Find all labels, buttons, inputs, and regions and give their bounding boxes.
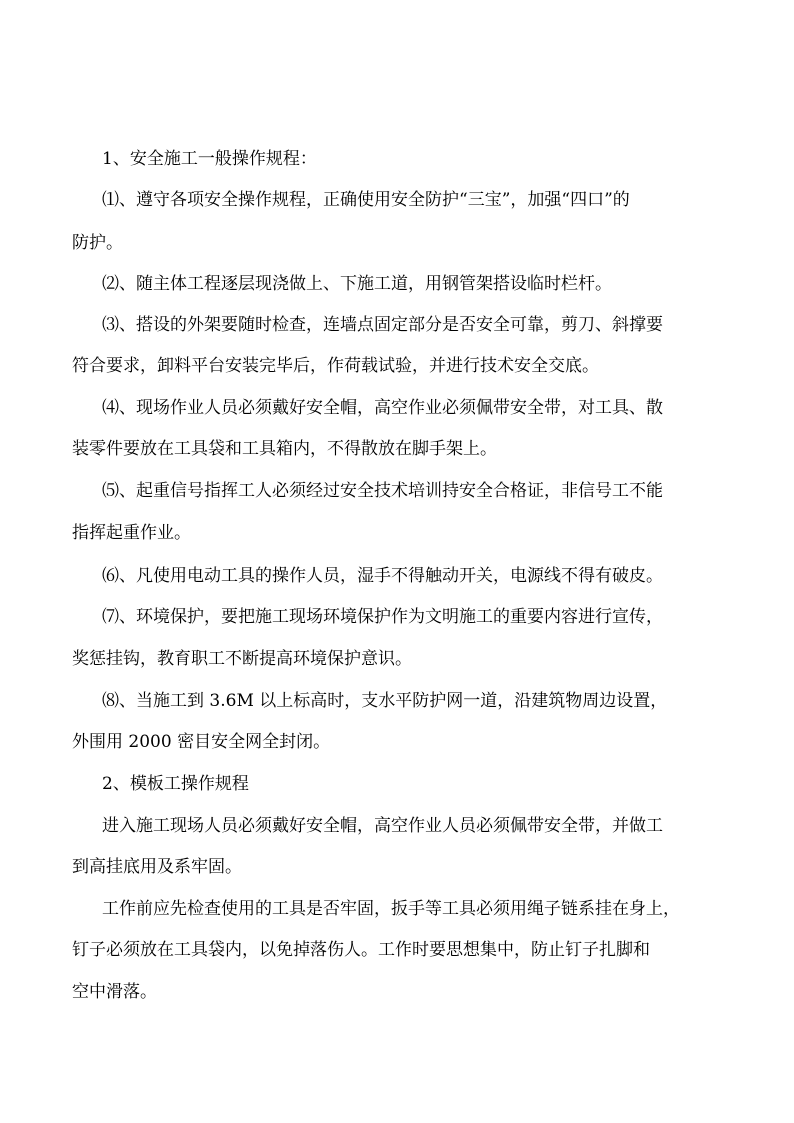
paragraph-line: 装零件要放在工具袋和工具箱内，不得散放在脚手架上。 <box>72 439 497 459</box>
paragraph-line: ⑻、当施工到 3.6M 以上标高时，支水平防护网一道，沿建筑物周边设置， <box>102 691 668 711</box>
paragraph-line: 进入施工现场人员必须戴好安全帽，高空作业人员必须佩带安全带，并做工 <box>102 816 663 836</box>
paragraph-line: ⑹、凡使用电动工具的操作人员，湿手不得触动开关，电源线不得有破皮。 <box>102 566 663 586</box>
paragraph-line: 工作前应先检查使用的工具是否牢固，扳手等工具必须用绳子链系挂在身上， <box>102 899 680 919</box>
paragraph-line: 到高挂底用及系牢固。 <box>72 857 242 877</box>
paragraph-line: ⑴、遵守各项安全操作规程，正确使用安全防护“三宝”，加强“四口”的 <box>102 190 630 210</box>
paragraph-line: 空中滑落。 <box>72 982 157 1002</box>
paragraph-line: 指挥起重作业。 <box>72 523 191 543</box>
paragraph-line: 钉子必须放在工具袋内，以免掉落伤人。工作时要思想集中，防止钉子扎脚和 <box>72 940 650 960</box>
paragraph-line: ⑸、起重信号指挥工人必须经过安全技术培训持安全合格证，非信号工不能 <box>102 481 663 501</box>
paragraph-line: ⑷、现场作业人员必须戴好安全帽，高空作业必须佩带安全带，对工具、散 <box>102 398 663 418</box>
paragraph-line: ⑶、搭设的外架要随时检查，连墙点固定部分是否安全可靠，剪刀、斜撑要 <box>102 315 663 335</box>
paragraph-line: ⑵、随主体工程逐层现浇做上、下施工道，用钢管架搭设临时栏杆。 <box>102 274 612 294</box>
paragraph-line: 奖惩挂钩，教育职工不断提高环境保护意识。 <box>72 649 412 669</box>
paragraph-line: ⑺、环境保护，要把施工现场环境保护作为文明施工的重要内容进行宣传， <box>102 607 663 627</box>
section-heading-1: 1、安全施工一般操作规程： <box>102 149 317 169</box>
paragraph-line: 外围用 2000 密目安全网全封闭。 <box>72 732 331 752</box>
section-heading-2: 2、模板工操作规程 <box>102 774 249 794</box>
paragraph-line: 防护。 <box>72 233 123 253</box>
paragraph-line: 符合要求，卸料平台安装完毕后，作荷载试验，并进行技术安全交底。 <box>72 356 599 376</box>
